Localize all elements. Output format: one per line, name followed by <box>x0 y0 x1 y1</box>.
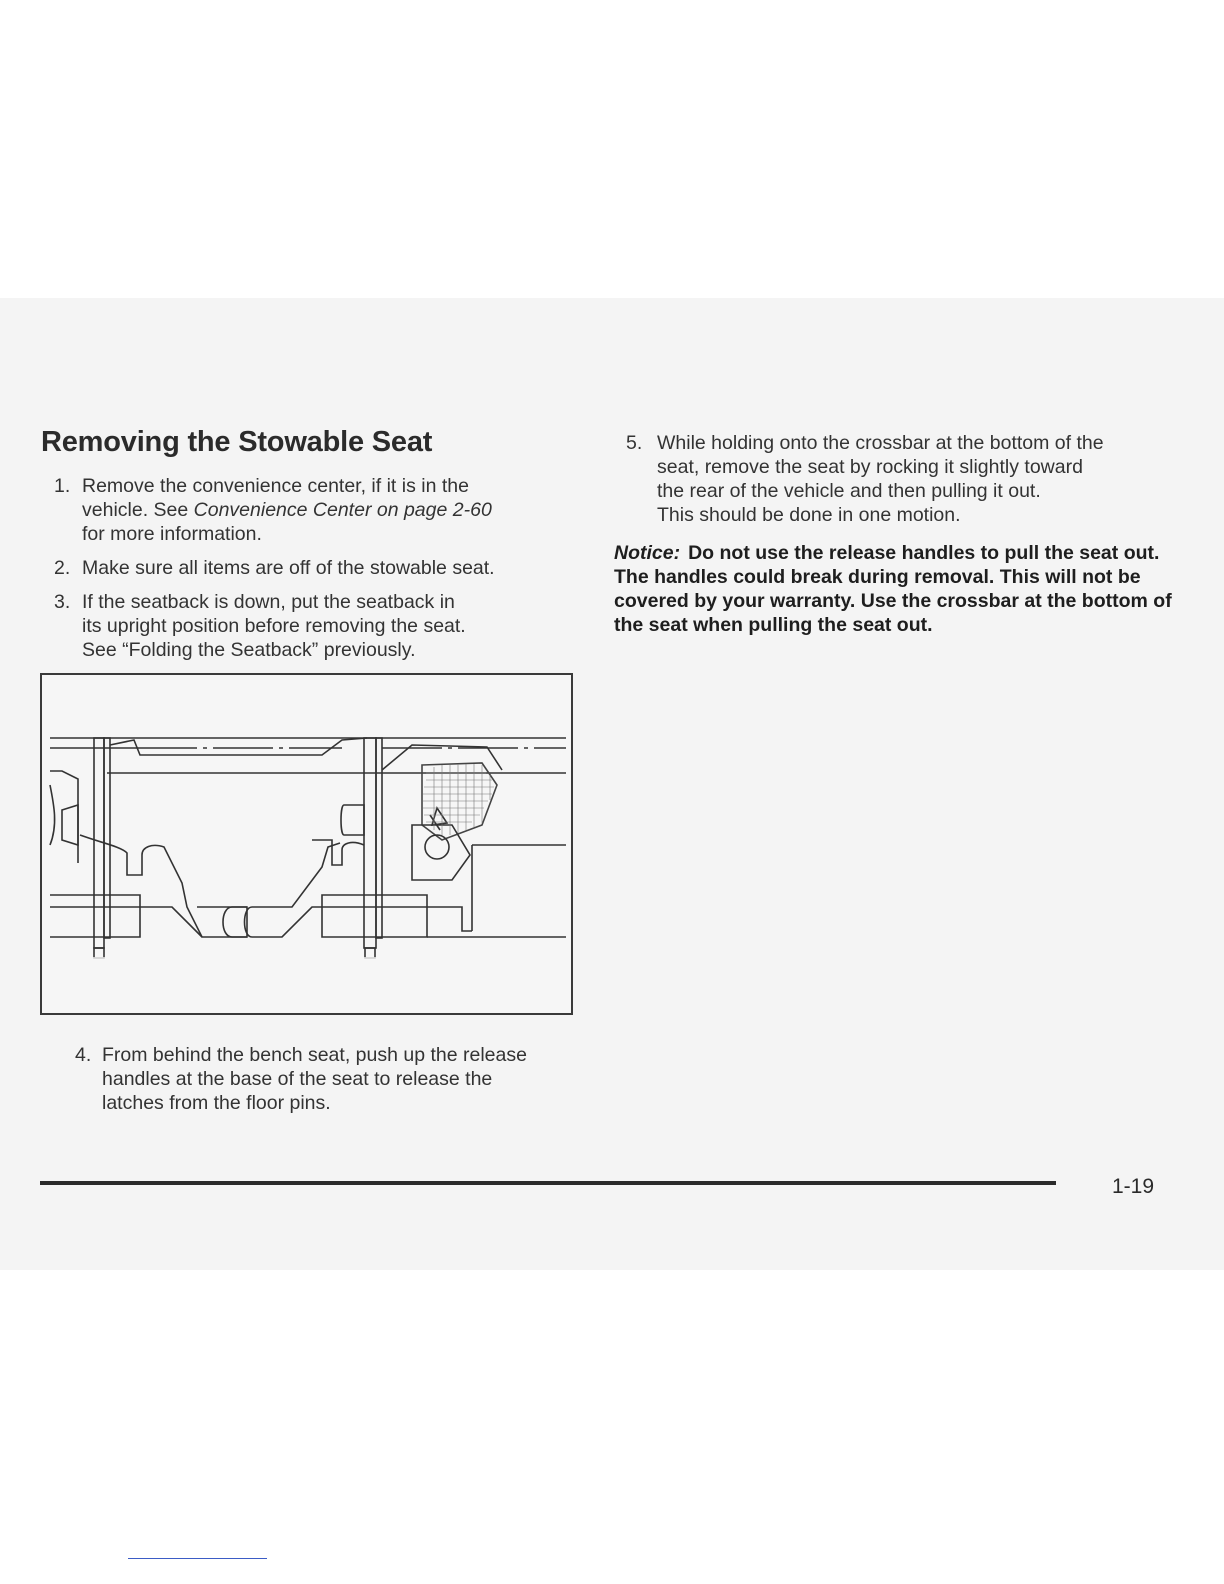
step-3-line-1: If the seatback is down, put the seatback in <box>82 591 455 613</box>
step-5 <box>626 431 1166 527</box>
notice-label: Notice: <box>614 542 681 564</box>
step-1-number: 1. <box>54 475 71 497</box>
bottom-link-underline <box>128 1558 267 1559</box>
step-4-number: 4. <box>75 1044 92 1066</box>
step-3 <box>54 590 554 662</box>
convenience-center-reference: Convenience Center on page 2-60 <box>193 499 492 521</box>
step-2-line-1: Make sure all items are off of the stowable seat. <box>82 557 495 579</box>
step-5-line-1: While holding onto the crossbar at the bottom of the <box>657 432 1104 454</box>
step-1-text <box>82 474 554 546</box>
step-3-line-2: its upright position before removing the seat. <box>82 615 466 637</box>
step-5-line-4: This should be done in one motion. <box>657 504 961 526</box>
step-2 <box>54 556 574 580</box>
notice-text: Do not use the release handles to pull the seat out. The handles could break during removal. This will not be covered by your warranty. Use the crossbar at the bottom of the seat when pulling the seat out. <box>614 542 1172 636</box>
notice-block <box>614 541 1174 637</box>
step-2-text <box>82 556 574 580</box>
step-3-text <box>82 590 554 662</box>
section-heading: Removing the Stowable Seat <box>41 426 433 458</box>
footer-rule <box>40 1181 1056 1185</box>
step-4 <box>75 1043 585 1115</box>
seat-base-drawing <box>42 675 571 1013</box>
page-number: 1-19 <box>1112 1175 1155 1198</box>
step-1 <box>54 474 554 546</box>
seat-release-handles-illustration <box>40 673 573 1015</box>
step-1-line-2a: vehicle. See <box>82 499 194 521</box>
step-3-number: 3. <box>54 591 71 613</box>
step-5-line-2: seat, remove the seat by rocking it slightly toward <box>657 456 1083 478</box>
step-4-line-3: latches from the floor pins. <box>102 1092 331 1114</box>
step-5-line-3: the rear of the vehicle and then pulling it out. <box>657 480 1041 502</box>
step-3-line-3: See “Folding the Seatback” previously. <box>82 639 416 661</box>
step-5-number: 5. <box>626 432 643 454</box>
step-4-line-1: From behind the bench seat, push up the release <box>102 1044 527 1066</box>
step-4-line-2: handles at the base of the seat to release the <box>102 1068 493 1090</box>
step-1-line-3: for more information. <box>82 523 262 545</box>
step-5-text <box>657 431 1166 527</box>
step-2-number: 2. <box>54 557 71 579</box>
step-4-text <box>102 1043 585 1115</box>
step-1-line-1: Remove the convenience center, if it is in the <box>82 475 469 497</box>
